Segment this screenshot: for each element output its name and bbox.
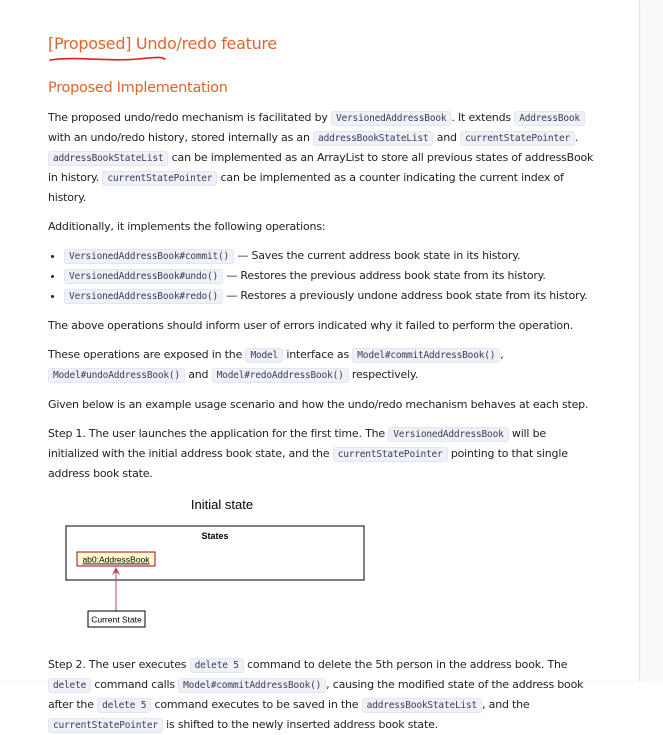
paragraph-operations-intro: Additionally, it implements the following operations: (48, 220, 326, 233)
initial-state-diagram (52, 493, 372, 643)
code-span: VersionedAddressBook#commit() (64, 249, 234, 264)
page-title: [Proposed] Undo/redo feature (48, 34, 277, 53)
paragraph-scenario: Given below is an example usage scenario and how the undo/redo mechanism behaves at each step. (48, 398, 589, 411)
code-span: AddressBook (514, 111, 585, 126)
code-span: VersionedAddressBook#redo() (64, 289, 223, 304)
list-item: • VersionedAddressBook#commit() — Saves the current address book state in its history. (64, 246, 599, 266)
code-span: Model#undoAddressBook() (48, 368, 185, 383)
code-span: currentStatePointer (333, 447, 448, 462)
addressbook-node-label: ab0:AddressBook (82, 554, 150, 565)
paragraph-intro: The proposed undo/redo mechanism is facilitated by VersionedAddressBook . It extends AddressBook with an undo/redo history, stored internally as an addressBookStateList and currentStatePointer . addressBookStateList can be implemented as an ArrayList to store all previous states of addressBook in history. currentStatePointer can be implemented as a counter indicating the current index of history. (48, 111, 594, 204)
diagram-title: Initial state (190, 497, 254, 512)
code-span: Model#redoAddressBook() (212, 368, 349, 383)
code-span: currentStatePointer (48, 718, 163, 733)
paragraph-errors: The above operations should inform user of errors indicated why it failed to perform the operation. (48, 319, 574, 332)
handwritten-underline (48, 55, 168, 63)
code-span: Model (245, 348, 283, 363)
code-span: delete 5 (190, 658, 244, 673)
operations-list (48, 246, 599, 306)
code-span: VersionedAddressBook#undo() (64, 269, 223, 284)
list-item: • VersionedAddressBook#redo() — Restores a previously undone address book state from its history. (64, 286, 599, 306)
code-span: currentStatePointer (460, 131, 575, 146)
section-heading: Proposed Implementation (48, 80, 228, 96)
code-span: Model#commitAddressBook() (178, 678, 326, 693)
states-label: States (201, 531, 229, 541)
list-item: • VersionedAddressBook#undo() — Restores the previous address book state from its history. (64, 266, 599, 286)
current-state-label: Current State (91, 614, 142, 625)
code-span: currentStatePointer (102, 171, 217, 186)
paragraph-step2: Step 2. The user executes delete 5 command to delete the 5th person in the address book. The delete command calls Model#commitAddressBook() , causing the modified state of the address book after the delete 5 command executes to be saved in the addressBookStateList , and the currentStatePointer is shifted to the newly inserted address book state. (48, 658, 584, 731)
code-span: Model#commitAddressBook() (352, 348, 500, 363)
code-span: addressBookStateList (313, 131, 433, 146)
diagram-svg (52, 493, 372, 643)
paragraph-step1: Step 1. The user launches the application for the first time. The VersionedAddressBook will be initialized with the initial address book state, and the currentStatePointer pointing to that single address book state. (48, 427, 568, 480)
code-span: addressBookStateList (362, 698, 482, 713)
code-span: addressBookStateList (48, 151, 168, 166)
code-span: delete 5 (97, 698, 151, 713)
code-span: VersionedAddressBook (388, 427, 508, 442)
right-margin (641, 0, 663, 681)
code-span: VersionedAddressBook (331, 111, 451, 126)
code-span: delete (48, 678, 91, 693)
paragraph-model: These operations are exposed in the Model interface as Model#commitAddressBook() , Model#undoAddressBook() and Model#redoAddressBook() respectively. (48, 348, 504, 381)
